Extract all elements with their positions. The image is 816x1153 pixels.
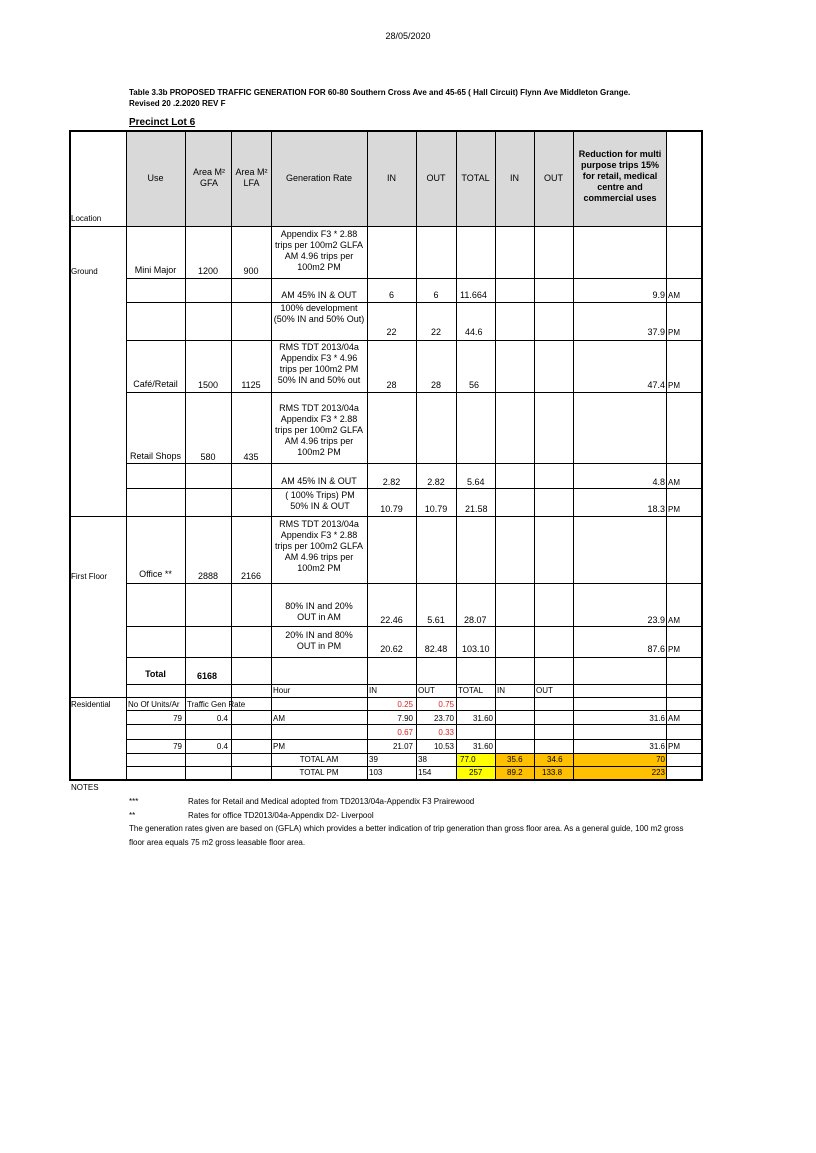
row-line [126,710,703,711]
office-am-period: AM [668,616,680,625]
total-am-out-2: 34.6 [547,755,563,764]
units-header: No Of Units/Ar [128,700,180,709]
notes-heading: NOTES [71,783,99,792]
total-pm-label: TOTAL PM [299,768,339,777]
res-am-reduction: 31.6 [649,714,665,723]
retail-am-total: 5.64 [467,477,485,487]
table-title-line-1: Table 3.3b PROPOSED TRAFFIC GENERATION FOR 60-80 Southern Cross Ave and 45-65 ( Hall Circuit) Flynn Ave Middleton Grange. [129,88,631,97]
retail-am-period: AM [668,478,680,487]
hour-in-2: IN [497,686,505,695]
row-line [126,463,703,464]
use-cafe-retail: Café/Retail [133,379,178,389]
res-am-in: 7.90 [397,714,413,723]
retail-am-reduction: 4.8 [652,477,665,487]
total-pm-total: 257 [469,768,483,777]
rate-am-45: AM 45% IN & OUT [281,290,357,300]
header-total: TOTAL [461,173,490,183]
notes-paragraph: The generation rates given are based on (GFLA) which provides a better indication of trip generation than gross floor area. As a general guide, 100 m2 gross floor area equals 75 m2 gross leasable floor area. [129,824,684,847]
row-line [126,583,703,584]
res-rate-out: 0.75 [438,700,454,709]
res-rate-in-2: 0.67 [397,728,413,737]
header-area-lfa: Area M² LFA [235,167,268,188]
row-line-header [69,226,703,227]
retail-pm-total: 21.58 [465,504,488,514]
retail-am-in: 2.82 [382,477,401,487]
location-ground: Ground [71,267,98,276]
office-pm-total: 103.10 [462,644,490,654]
cafe-in: 28 [386,380,397,390]
total-pm-in: 103 [369,768,383,777]
row-line-section [69,697,703,698]
retail-pm-period: PM [668,505,680,514]
border-left [69,130,71,781]
total-am-reduction: 70 [656,755,665,764]
retail-am-rate: AM 45% IN & OUT [281,476,357,486]
office-pm-reduction: 87.6 [647,644,665,654]
retail-pm-rate: ( 100% Trips) PM 50% IN & OUT [285,490,355,511]
office-am-in: 22.46 [380,615,403,625]
mini-major-am-period: AM [668,291,680,300]
office-am-reduction: 23.9 [647,615,665,625]
use-office: Office ** [139,569,172,579]
res-pm-total: 31.60 [472,742,493,751]
hour-total: TOTAL [458,686,484,695]
hour-out-2: OUT [536,686,553,695]
res-am-hour: AM [273,714,285,723]
office-pm-period: PM [668,645,680,654]
res-am-total: 31.60 [472,714,493,723]
res-am-units: 79 [173,714,182,723]
table-title [129,87,709,109]
res-pm-period: PM [668,742,680,751]
hour-in: IN [369,686,377,695]
row-line [126,724,703,725]
lfa-office: 2166 [240,571,262,581]
total-label: Total [145,669,166,679]
row-line [126,392,703,393]
retail-pm-in: 10.79 [380,504,403,514]
note-2-text: Rates for office TD2013/04a-Appendix D2- Liverpool [188,811,374,820]
lfa-retail-shops: 435 [243,452,259,462]
total-am-total: 77.0 [460,755,476,764]
row-line-section [69,516,703,517]
cafe-reduction: 47.4 [647,380,665,390]
page-date: 28/05/2020 [385,31,431,41]
note-1-mark: *** [129,797,139,806]
res-am-period: AM [668,714,680,723]
retail-pm-reduction: 18.3 [647,504,665,514]
header-out: OUT [426,173,446,183]
res-rate-in: 0.25 [397,700,413,709]
total-pm-in-2: 89.2 [507,768,523,777]
cafe-period: PM [668,381,680,390]
res-pm-in: 21.07 [392,742,413,751]
res-am-out: 23.70 [433,714,454,723]
res-pm-reduction: 31.6 [649,742,665,751]
mini-major-pm-in: 22 [386,327,397,337]
total-gfa: 6168 [197,671,218,681]
mini-major-pm-period: PM [668,328,680,337]
header-area-gfa: Area M² GFA [192,167,225,188]
total-am-label: TOTAL AM [299,755,339,764]
border-top [69,130,703,132]
row-line [126,739,703,740]
row-line [126,340,703,341]
mini-major-pm-reduction: 37.9 [647,327,665,337]
gfa-mini-major: 1200 [197,266,219,276]
header-in: IN [387,173,396,183]
header-out-2: OUT [544,173,563,183]
retail-pm-out: 10.79 [424,504,448,514]
res-pm-hour: PM [273,742,285,751]
cafe-total: 56 [469,380,480,390]
mini-major-pm-out: 22 [430,327,441,337]
border-bottom [69,779,703,781]
res-pm-units: 79 [173,742,182,751]
rate-mini-major: Appendix F3 * 2.88 trips per 100m2 GLFA AM 4.96 trips per 100m2 PM [274,229,364,272]
row-line [126,684,703,685]
gfa-office: 2888 [197,571,219,581]
office-pm-in: 20.62 [380,644,403,654]
res-pm-out: 10.53 [433,742,454,751]
header-location: Location [71,214,102,223]
location-residential: Residential [71,700,111,709]
use-mini-major: Mini Major [134,265,177,275]
gfa-cafe-retail: 1500 [197,380,219,390]
mini-major-am-reduction: 9.9 [652,290,665,300]
hour-out: OUT [418,686,435,695]
office-am-total: 28.07 [464,615,487,625]
row-line [126,753,703,754]
office-pm-rate: 20% IN and 80% OUT in PM [285,630,353,651]
header-in-2: IN [510,173,519,183]
lfa-mini-major: 900 [243,266,259,276]
total-pm-reduction: 223 [651,768,665,777]
gfa-retail-shops: 580 [200,452,216,462]
cafe-out: 28 [430,380,441,390]
office-am-out: 5.61 [427,615,445,625]
row-line [126,302,703,303]
res-rate-out-2: 0.33 [438,728,454,737]
use-retail-shops: Retail Shops [129,451,182,461]
header-reduction: Reduction for multi purpose trips 15% for retail, medical centre and commercial uses [578,149,662,203]
note-1-text: Rates for Retail and Medical adopted from TD2013/04a-Appendix F3 Prairewood [188,797,475,806]
row-line [126,657,703,658]
row-line [126,766,703,767]
total-am-out: 38 [418,755,427,764]
res-am-rate: 0.4 [216,714,228,723]
mini-major-am-out: 6 [433,290,439,300]
total-am-in: 39 [369,755,378,764]
rate-office: RMS TDT 2013/04a Appendix F3 * 2.88 trips per 100m2 GLFA AM 4.96 trips per 100m2 PM [274,519,364,573]
header-use: Use [147,173,164,183]
office-am-rate: 80% IN and 20% OUT in AM [285,601,353,622]
table-title-line-2: Revised 20 .2.2020 REV F [129,99,226,108]
rate-100-development: 100% development (50% IN and 50% Out) [273,303,365,324]
office-pm-out: 82.48 [424,644,448,654]
precinct-heading: Precinct Lot 6 [129,117,196,128]
row-line [126,626,703,627]
rate-cafe-retail: RMS TDT 2013/04a Appendix F3 * 4.96 trips per 100m2 PM 50% IN and 50% out [277,342,361,385]
lfa-cafe-retail: 1125 [241,380,261,390]
location-first-floor: First Floor [71,572,107,581]
total-am-in-2: 35.6 [507,755,523,764]
res-pm-rate: 0.4 [216,742,228,751]
header-generation-rate: Generation Rate [285,173,353,183]
row-line [126,278,703,279]
note-2-mark: ** [129,811,136,820]
retail-am-out: 2.82 [427,477,445,487]
rate-retail-shops: RMS TDT 2013/04a Appendix F3 * 2.88 trips per 100m2 GLFA AM 4.96 trips per 100m2 PM [274,403,364,457]
total-pm-out-2: 133.8 [542,768,563,777]
mini-major-pm-total: 44.6 [465,327,483,337]
traffic-gen-rate-header: Traffic Gen Rate [187,700,246,709]
total-pm-out: 154 [418,768,432,777]
mini-major-am-total: 11.664 [460,290,487,300]
hour-label: Hour [273,686,291,695]
traffic-generation-table [69,130,703,781]
mini-major-am-in: 6 [388,290,394,300]
row-line [126,488,703,489]
